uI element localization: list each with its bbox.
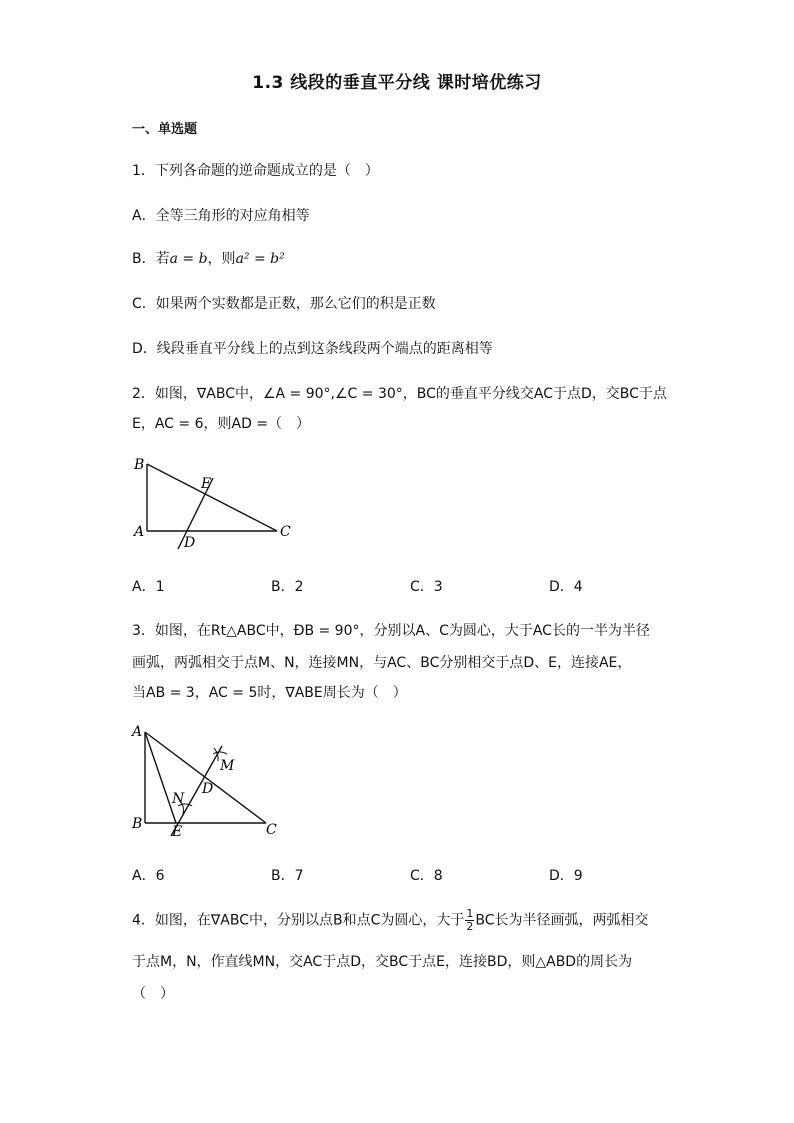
q2-label-e: E <box>201 476 212 492</box>
q3-label-c: C <box>266 822 277 838</box>
q4-fraction-denominator: 2 <box>466 920 474 933</box>
q4-stem-line2: 于点M，N，作直线MN，交AC于点D，交BC于点E，连接BD，则△ABD的周长为 <box>132 954 633 970</box>
q1-stem: 1．下列各命题的逆命题成立的是（ ） <box>132 163 379 179</box>
q4-stem-line1-start: 4．如图，在∇ABC中，分别以点B和点C为圆心，大于 <box>132 912 465 929</box>
q4-stem-line3: （ ） <box>132 986 174 1002</box>
page-title: 1.3 线段的垂直平分线 课时培优练习 <box>252 73 542 93</box>
q4-fraction <box>465 908 474 933</box>
q2-label-b: B <box>134 457 145 473</box>
q2-stem-line2: E，AC = 6，则AD =（ ） <box>132 416 311 432</box>
q4-fraction-numerator: 1 <box>466 907 474 920</box>
q3-label-a: A <box>132 724 143 740</box>
q3-label-e: E <box>172 824 183 840</box>
q3-label-d: D <box>202 781 214 797</box>
q2-option-a: A．1 <box>132 579 165 595</box>
q3-stem-line2: 画弧，两弧相交于点M、N，连接MN，与AC、BC分别相交于点D、E，连接AE， <box>132 655 632 671</box>
q1-option-b-mid: ，则 <box>207 251 236 267</box>
q1-option-b <box>132 248 285 268</box>
q2-label-a: A <box>134 524 145 540</box>
q1-option-b-condition: a = b <box>169 251 208 267</box>
q2-label-c: C <box>280 524 291 540</box>
q2-figure <box>125 450 305 555</box>
q1-option-b-result: a² = b² <box>235 251 285 267</box>
q3-option-c: C．8 <box>410 868 443 884</box>
q1-option-a: A．全等三角形的对应角相等 <box>132 208 310 224</box>
q4-stem-line1 <box>132 908 649 933</box>
q3-option-d: D．9 <box>549 868 583 884</box>
q3-figure <box>125 718 295 843</box>
q3-stem-line3: 当AB = 3，AC = 5时，∇ABE周长为（ ） <box>132 685 407 701</box>
q3-label-b: B <box>132 816 143 832</box>
q2-option-b: B．2 <box>271 579 304 595</box>
section-heading: 一、单选题 <box>132 122 198 137</box>
q2-stem-line1: 2．如图，∇ABC中，∠A = 90°,∠C = 30°，BC的垂直平分线交AC于点D，交BC于点 <box>132 386 667 402</box>
q4-stem-line1-end: BC长为半径画弧，两弧相交 <box>475 912 649 929</box>
q2-label-d: D <box>184 535 196 551</box>
q2-option-d: D．4 <box>549 579 583 595</box>
q3-option-b: B．7 <box>271 868 304 884</box>
q3-stem-line1: 3．如图，在Rt△ABC中，ÐB = 90°，分别以A、C为圆心，大于AC长的一半为半径 <box>132 623 650 639</box>
q3-label-n: N <box>172 791 185 807</box>
q1-option-b-prefix: B．若 <box>132 251 170 267</box>
q3-label-m: M <box>220 758 235 774</box>
q1-option-d: D．线段垂直平分线上的点到这条线段两个端点的距离相等 <box>132 341 493 357</box>
q3-option-a: A．6 <box>132 868 165 884</box>
q1-option-c: C．如果两个实数都是正数，那么它们的积是正数 <box>132 296 436 312</box>
q2-option-c: C．3 <box>410 579 443 595</box>
